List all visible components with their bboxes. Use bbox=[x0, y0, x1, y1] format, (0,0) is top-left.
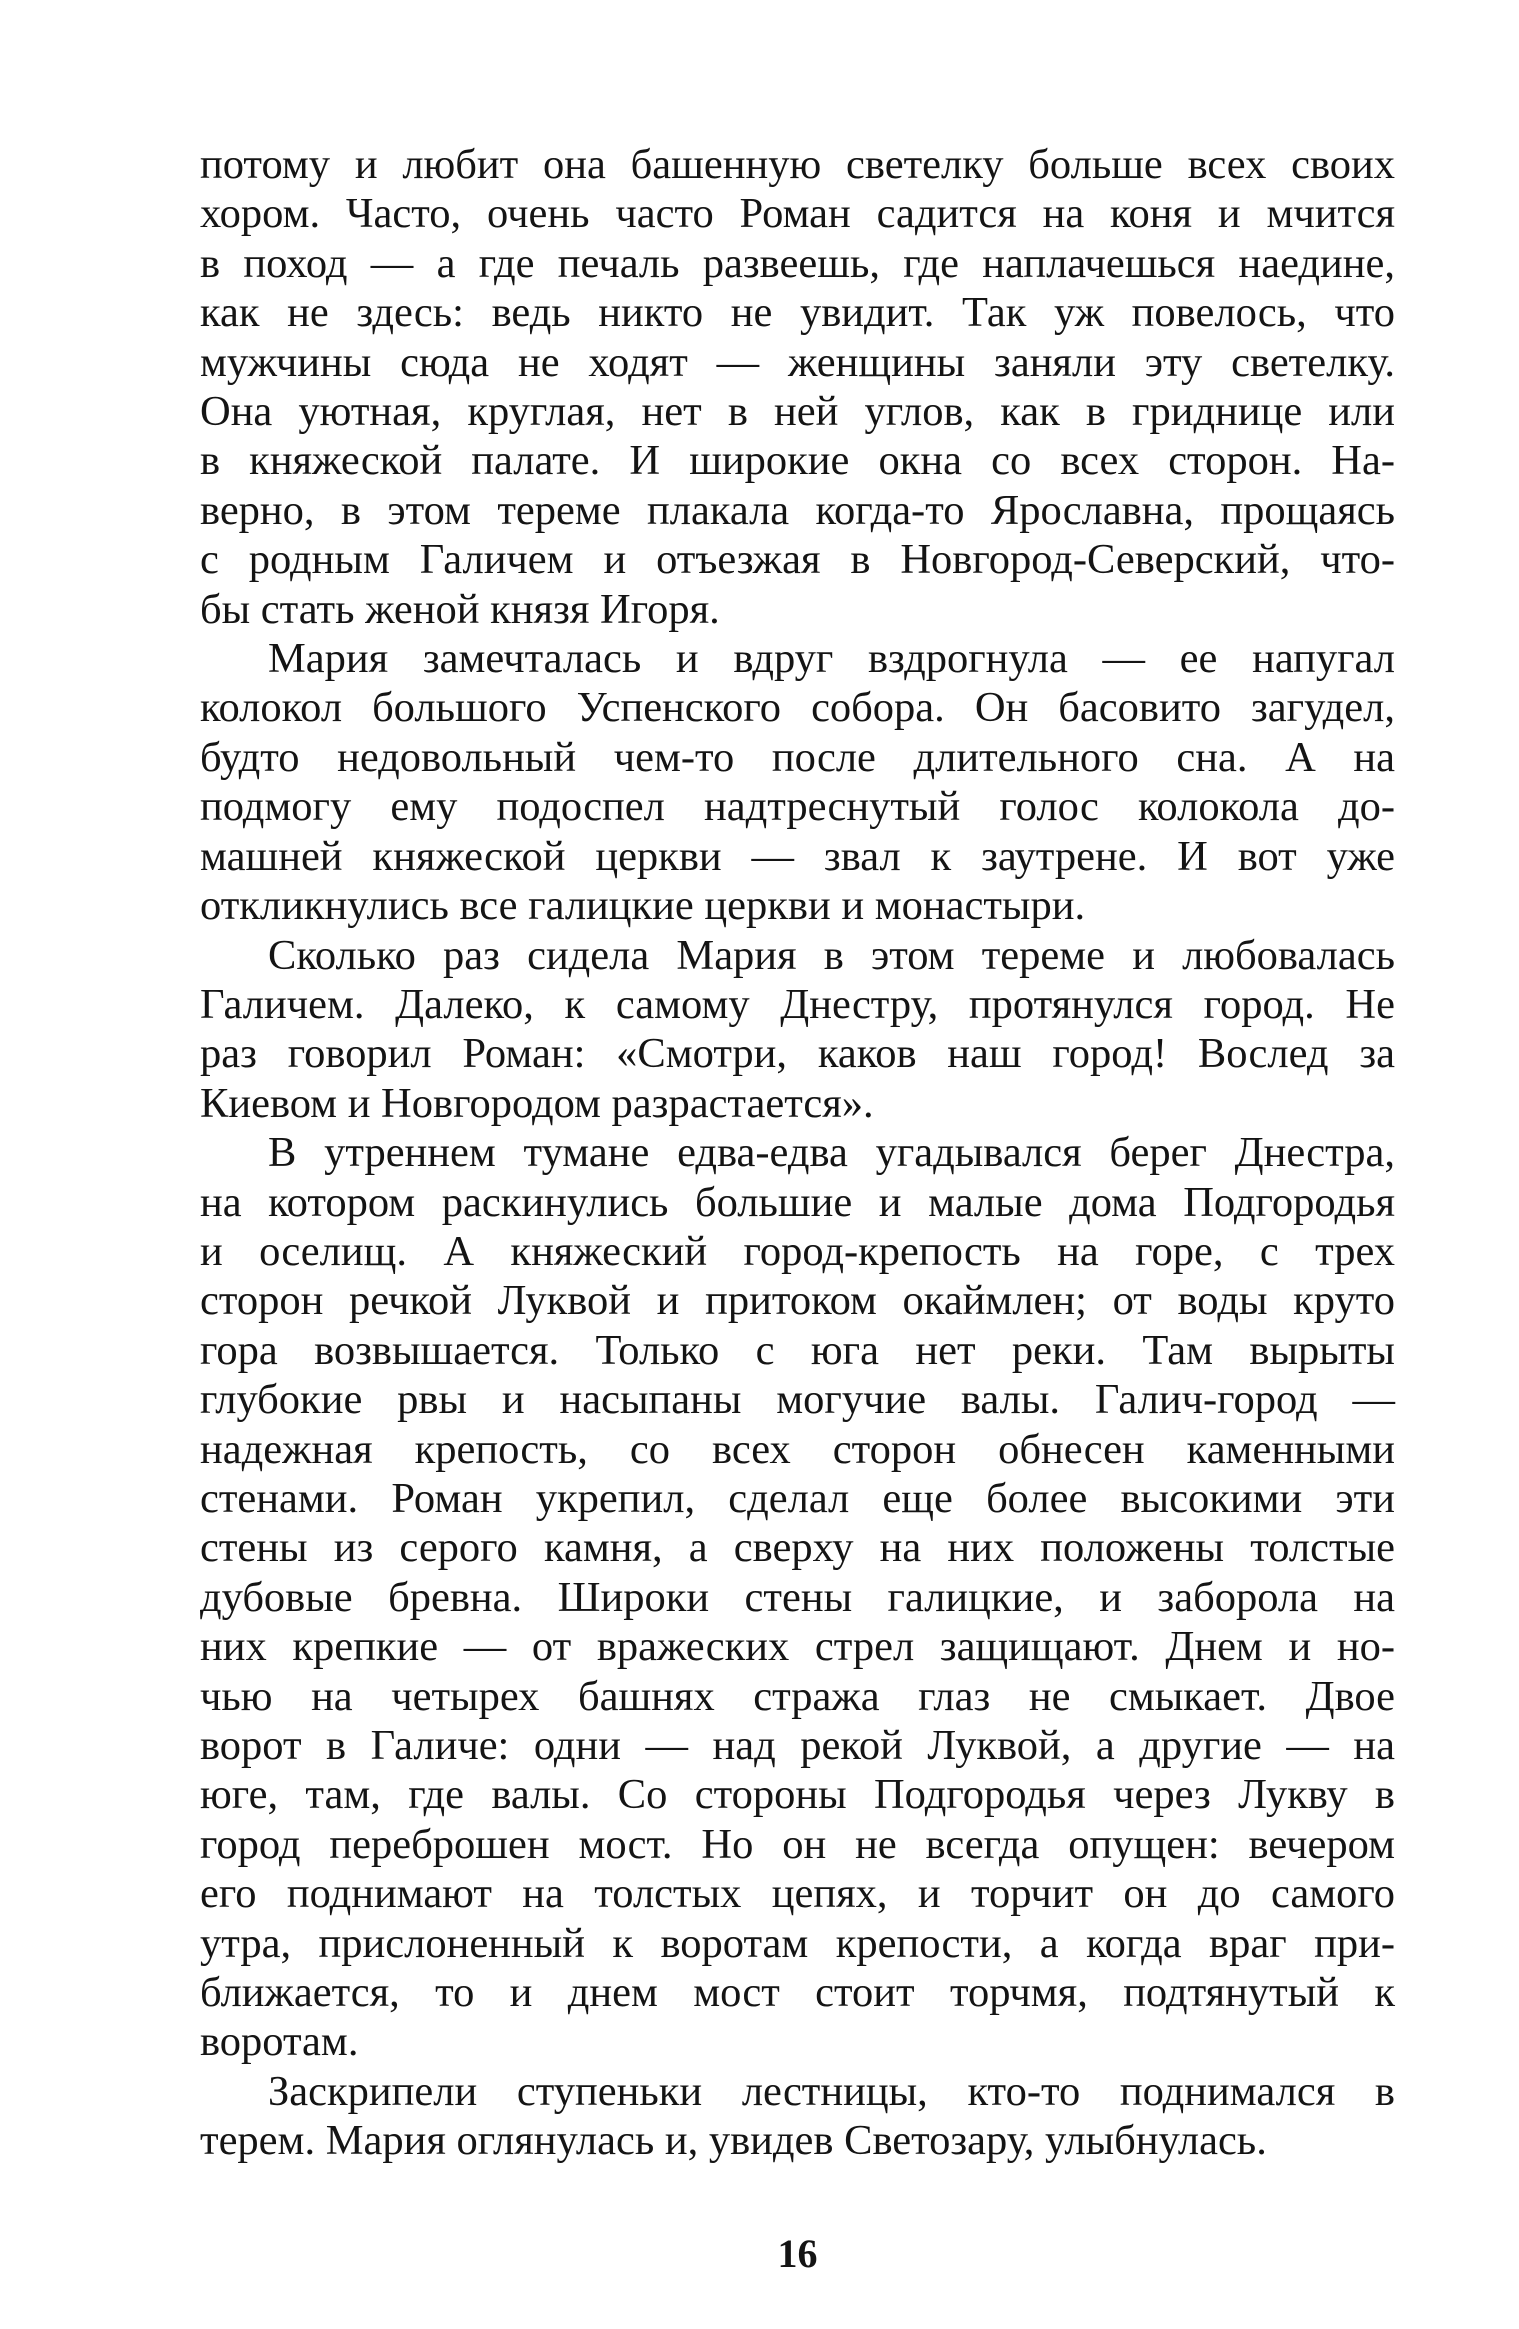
paragraph bbox=[200, 931, 1395, 1129]
text-line: них крепкие — от вражеских стрел защищают. Днем и но- bbox=[200, 1623, 1395, 1671]
text-line: как не здесь: ведь никто не увидит. Так уж повелось, что bbox=[200, 289, 1395, 337]
text-line: будто недовольный чем-то после длительного сна. А на bbox=[200, 733, 1395, 781]
text-line: сторон речкой Луквой и притоком окаймлен; от воды круто bbox=[200, 1277, 1395, 1325]
text-line: в поход — а где печаль развеешь, где наплачешься наедине, bbox=[200, 239, 1395, 287]
text-line: хором. Часто, очень часто Роман садится на коня и мчится bbox=[200, 190, 1395, 238]
paragraph bbox=[200, 140, 1395, 634]
text-line: его поднимают на толстых цепях, и торчит он до самого bbox=[200, 1870, 1395, 1918]
text-line: подмогу ему подоспел надтреснутый голос колокола до- bbox=[200, 783, 1395, 831]
paragraph bbox=[200, 634, 1395, 930]
text-line: мужчины сюда не ходят — женщины заняли эту светелку. bbox=[200, 338, 1395, 386]
text-line: гора возвышается. Только с юга нет реки. Там вырыты bbox=[200, 1326, 1395, 1374]
text-line: дубовые бревна. Широки стены галицкие, и заборола на bbox=[200, 1573, 1395, 1621]
text-line: ближается, то и днем мост стоит торчмя, подтянутый к bbox=[200, 1969, 1395, 2017]
text-line: глубокие рвы и насыпаны могучие валы. Галич-город — bbox=[200, 1376, 1395, 1424]
text-line: В утреннем тумане едва-едва угадывался берег Днестра, bbox=[268, 1129, 1395, 1177]
text-line: бы стать женой князя Игоря. bbox=[200, 585, 720, 633]
paragraph bbox=[200, 2067, 1395, 2166]
text-line: раз говорил Роман: «Смотри, каков наш город! Вослед за bbox=[200, 1030, 1395, 1078]
text-line: Сколько раз сидела Мария в этом тереме и любовалась bbox=[268, 931, 1395, 979]
text-line: Киевом и Новгородом разрастается». bbox=[200, 1079, 874, 1127]
text-line: на котором раскинулись большие и малые дома Подгородья bbox=[200, 1178, 1395, 1226]
text-line: город переброшен мост. Но он не всегда опущен: вечером bbox=[200, 1820, 1395, 1868]
text-line: терем. Мария оглянулась и, увидев Светозару, улыбнулась. bbox=[200, 2117, 1267, 2165]
paragraph bbox=[200, 1128, 1395, 2067]
text-line: стены из серого камня, а сверху на них положены толстые bbox=[200, 1524, 1395, 1572]
text-line: надежная крепость, со всех сторон обнесен каменными bbox=[200, 1425, 1395, 1473]
text-line: чью на четырех башнях стража глаз не смыкает. Двое bbox=[200, 1672, 1395, 1720]
book-page bbox=[200, 140, 1395, 2276]
text-line: потому и любит она башенную светелку больше всех своих bbox=[200, 141, 1395, 188]
text-line: ворот в Галиче: одни — над рекой Луквой, а другие — на bbox=[200, 1722, 1395, 1769]
text-line: юге, там, где валы. Со стороны Подгородья через Лукву в bbox=[200, 1771, 1395, 1819]
text-line: воротам. bbox=[200, 2018, 359, 2066]
page-number: 16 bbox=[777, 2231, 818, 2276]
text-line: Галичем. Далеко, к самому Днестру, протянулся город. Не bbox=[200, 980, 1395, 1028]
text-line: с родным Галичем и отъезжая в Новгород-Северский, что- bbox=[200, 536, 1395, 584]
text-line: верно, в этом тереме плакала когда-то Ярославна, прощаясь bbox=[200, 486, 1395, 534]
text-line: утра, прислоненный к воротам крепости, а когда враг при- bbox=[200, 1919, 1395, 1967]
text-line: и оселищ. А княжеский город-крепость на горе, с трех bbox=[200, 1227, 1395, 1275]
text-line: стенами. Роман укрепил, сделал еще более высокими эти bbox=[200, 1474, 1395, 1522]
text-line: Заскрипели ступеньки лестницы, кто-то поднимался в bbox=[268, 2067, 1395, 2115]
body-text bbox=[200, 140, 1395, 2166]
text-line: колокол большого Успенского собора. Он басовито загудел, bbox=[200, 684, 1395, 732]
text-line: в княжеской палате. И широкие окна со всех сторон. На- bbox=[200, 437, 1395, 485]
text-line: машней княжеской церкви — звал к заутрене. И вот уже bbox=[200, 832, 1395, 880]
text-line: Она уютная, круглая, нет в ней углов, как в гриднице или bbox=[200, 388, 1395, 436]
text-line: Мария замечталась и вдруг вздрогнула — ее напугал bbox=[268, 635, 1395, 683]
text-line: откликнулись все галицкие церкви и монастыри. bbox=[200, 882, 1086, 930]
